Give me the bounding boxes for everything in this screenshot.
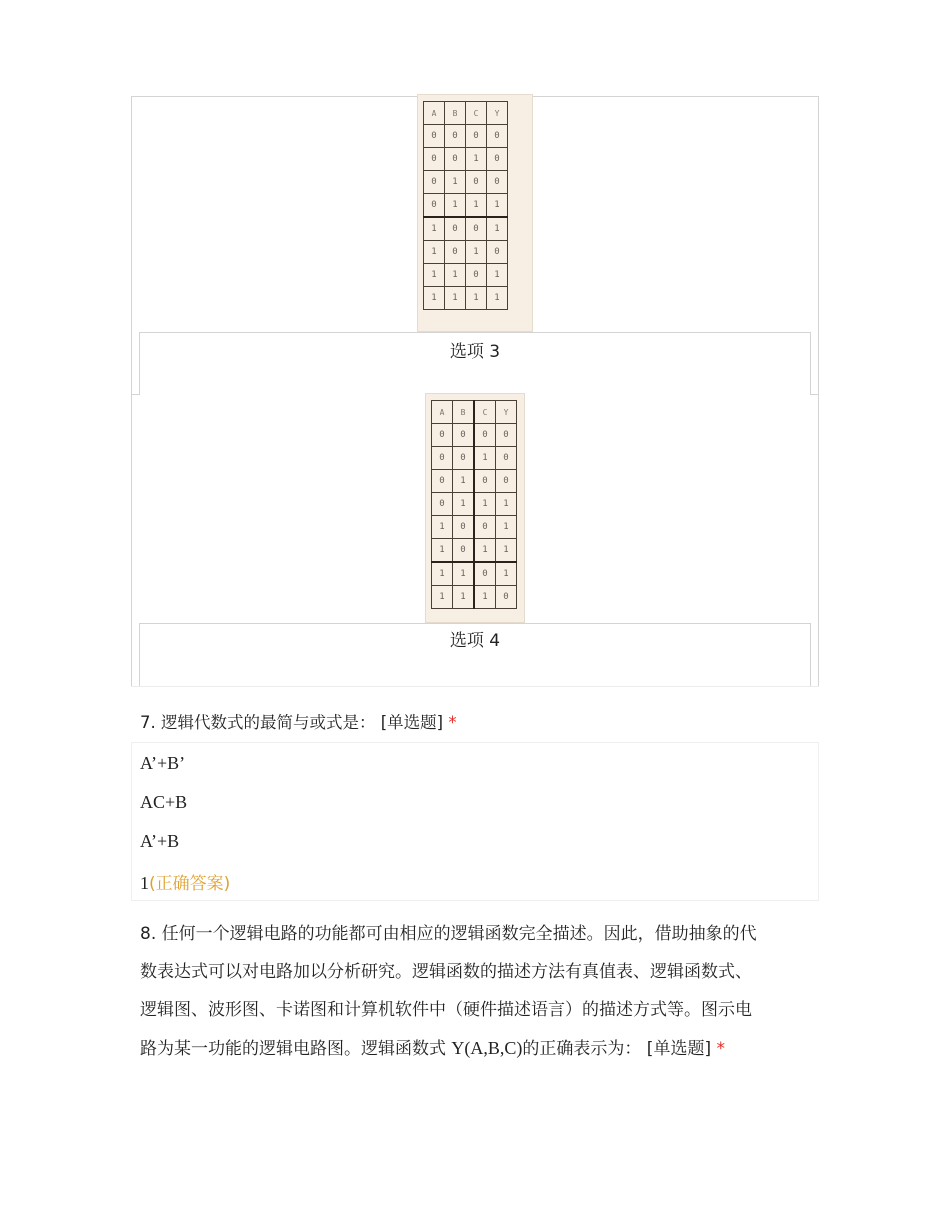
option3-table-cell: 1 (424, 264, 445, 287)
option4-table-cell: 1 (474, 539, 496, 563)
option4-table-row (432, 516, 517, 539)
option4-table-cell: 1 (453, 493, 475, 516)
option4-table-cell: 1 (453, 586, 475, 609)
option4-truth-table-image (425, 393, 525, 623)
option3-table-cell: 1 (466, 287, 487, 310)
option3-table-header-cell: B (445, 102, 466, 125)
option4-table-cell: 1 (432, 516, 453, 539)
option3-label-box[interactable] (139, 332, 811, 395)
option4-table-cell: 1 (474, 586, 496, 609)
option4-table-cell: 0 (432, 424, 453, 447)
q7-title-text: 7. 逻辑代数式的最简与或式是： [单选题] (140, 713, 444, 732)
option4-table-cell: 0 (474, 562, 496, 586)
option4-table-cell: 0 (432, 470, 453, 493)
option3-table-cell: 1 (445, 287, 466, 310)
option3-label: 选项 3 (449, 342, 501, 362)
option3-table-row (424, 287, 508, 310)
option4-table-header-cell: C (474, 401, 496, 424)
option3-table-cell: 1 (424, 241, 445, 264)
option3-table-header-cell: Y (487, 102, 508, 125)
option4-table-cell: 1 (453, 562, 475, 586)
option4-table-row (432, 447, 517, 470)
q8-line-2: 数表达式可以对电路加以分析研究。逻辑函数的描述方法有真值表、逻辑函数式、 (140, 962, 752, 982)
frame-right (818, 96, 819, 686)
option3-table-cell: 0 (445, 148, 466, 171)
option4-label: 选项 4 (449, 631, 501, 651)
option3-table-cell: 1 (445, 171, 466, 194)
option3-table-row (424, 148, 508, 171)
option3-table-cell: 0 (445, 217, 466, 241)
option4-table-cell: 0 (432, 447, 453, 470)
option3-table-cell: 1 (487, 217, 508, 241)
option3-table-row (424, 264, 508, 287)
q7-option-1[interactable]: A’+B’ (140, 753, 186, 773)
option3-table-row (424, 194, 508, 218)
option4-table-cell: 1 (474, 447, 496, 470)
option4-table-cell: 0 (432, 493, 453, 516)
option3-table-cell: 1 (445, 194, 466, 218)
option4-table-cell: 0 (474, 470, 496, 493)
option4-table-cell: 0 (474, 424, 496, 447)
q8-expression: Y(A,B,C) (451, 1038, 523, 1058)
option4-table-header-cell: B (453, 401, 475, 424)
option3-table-cell: 0 (487, 125, 508, 148)
option4-table-header-cell: Y (496, 401, 517, 424)
option4-table-cell: 0 (453, 424, 475, 447)
q7-option-2[interactable]: AC+B (140, 792, 188, 812)
option4-table-cell: 1 (432, 586, 453, 609)
option3-table-cell: 0 (445, 125, 466, 148)
option4-table-cell: 0 (496, 424, 517, 447)
option4-table-cell: 1 (453, 470, 475, 493)
q7-title (140, 709, 457, 733)
q7-options-box (131, 742, 819, 901)
option4-truth-table (431, 400, 517, 609)
q7-required-mark: * (448, 713, 457, 732)
option4-table-row (432, 493, 517, 516)
option3-separator-right (810, 394, 819, 395)
option3-table-cell: 0 (424, 125, 445, 148)
q8-line-4-pre: 路为某一功能的逻辑电路图。逻辑函数式 (140, 1039, 452, 1059)
frame-bottom (131, 686, 819, 687)
option4-table-cell: 0 (496, 586, 517, 609)
option3-table-cell: 1 (424, 287, 445, 310)
option3-table-cell: 1 (424, 217, 445, 241)
option3-table-cell: 1 (487, 194, 508, 218)
option4-table-cell: 1 (496, 562, 517, 586)
q8-line-4 (140, 1029, 820, 1068)
frame-left (131, 96, 132, 686)
option3-separator-left (131, 394, 140, 395)
option3-table-cell: 0 (466, 171, 487, 194)
option3-table-row (424, 241, 508, 264)
option3-table-header-cell: A (424, 102, 445, 125)
option3-truth-table-image (417, 94, 533, 332)
option3-table-row (424, 217, 508, 241)
option4-table-cell: 0 (496, 470, 517, 493)
option4-table-cell: 0 (474, 516, 496, 539)
option4-table-cell: 1 (432, 562, 453, 586)
q8-question (140, 915, 820, 1068)
option4-table-cell: 1 (474, 493, 496, 516)
option3-table-cell: 0 (487, 241, 508, 264)
option4-table-cell: 0 (453, 539, 475, 563)
option4-table-cell: 1 (496, 493, 517, 516)
q8-line-1: 8. 任何一个逻辑电路的功能都可由相应的逻辑函数完全描述。因此，借助抽象的代 (140, 924, 757, 944)
option4-table-cell: 1 (432, 539, 453, 563)
option4-table-cell: 0 (453, 447, 475, 470)
option4-table-cell: 0 (453, 516, 475, 539)
option4-table-cell: 1 (496, 539, 517, 563)
option4-table-row (432, 539, 517, 563)
option4-table-header-cell: A (432, 401, 453, 424)
option3-truth-table (423, 101, 508, 310)
option3-table-cell: 1 (445, 264, 466, 287)
option3-table-header-cell: C (466, 102, 487, 125)
option3-table-cell: 1 (487, 264, 508, 287)
q8-line-4-post: 的正确表示为： [单选题] (522, 1039, 712, 1059)
option3-table-cell: 1 (466, 241, 487, 264)
option3-table-cell: 1 (466, 194, 487, 218)
option3-table-cell: 0 (466, 217, 487, 241)
option3-table-cell: 1 (466, 148, 487, 171)
q7-option-4-text: 1 (140, 873, 149, 893)
q8-required-mark: * (716, 1039, 725, 1059)
option3-table-cell: 0 (487, 148, 508, 171)
option3-table-cell: 0 (424, 171, 445, 194)
option4-table-cell: 1 (496, 516, 517, 539)
option4-label-box[interactable] (139, 623, 811, 686)
option3-table-cell: 0 (445, 241, 466, 264)
option3-table-row (424, 125, 508, 148)
q7-option-3[interactable]: A’+B (140, 831, 180, 851)
q8-line-3: 逻辑图、波形图、卡诺图和计算机软件中（硬件描述语言）的描述方式等。图示电 (140, 1000, 752, 1020)
option3-table-cell: 1 (487, 287, 508, 310)
q7-option-4[interactable] (140, 869, 230, 894)
option3-table-cell: 0 (424, 194, 445, 218)
option4-table-row (432, 424, 517, 447)
correct-answer-note: (正确答案) (149, 874, 231, 894)
option3-table-cell: 0 (466, 125, 487, 148)
option4-table-cell: 0 (496, 447, 517, 470)
option4-table-row (432, 586, 517, 609)
option4-table-row (432, 562, 517, 586)
option3-table-cell: 0 (424, 148, 445, 171)
option4-table-row (432, 470, 517, 493)
option3-table-row (424, 171, 508, 194)
option3-table-cell: 0 (487, 171, 508, 194)
option3-table-cell: 0 (466, 264, 487, 287)
